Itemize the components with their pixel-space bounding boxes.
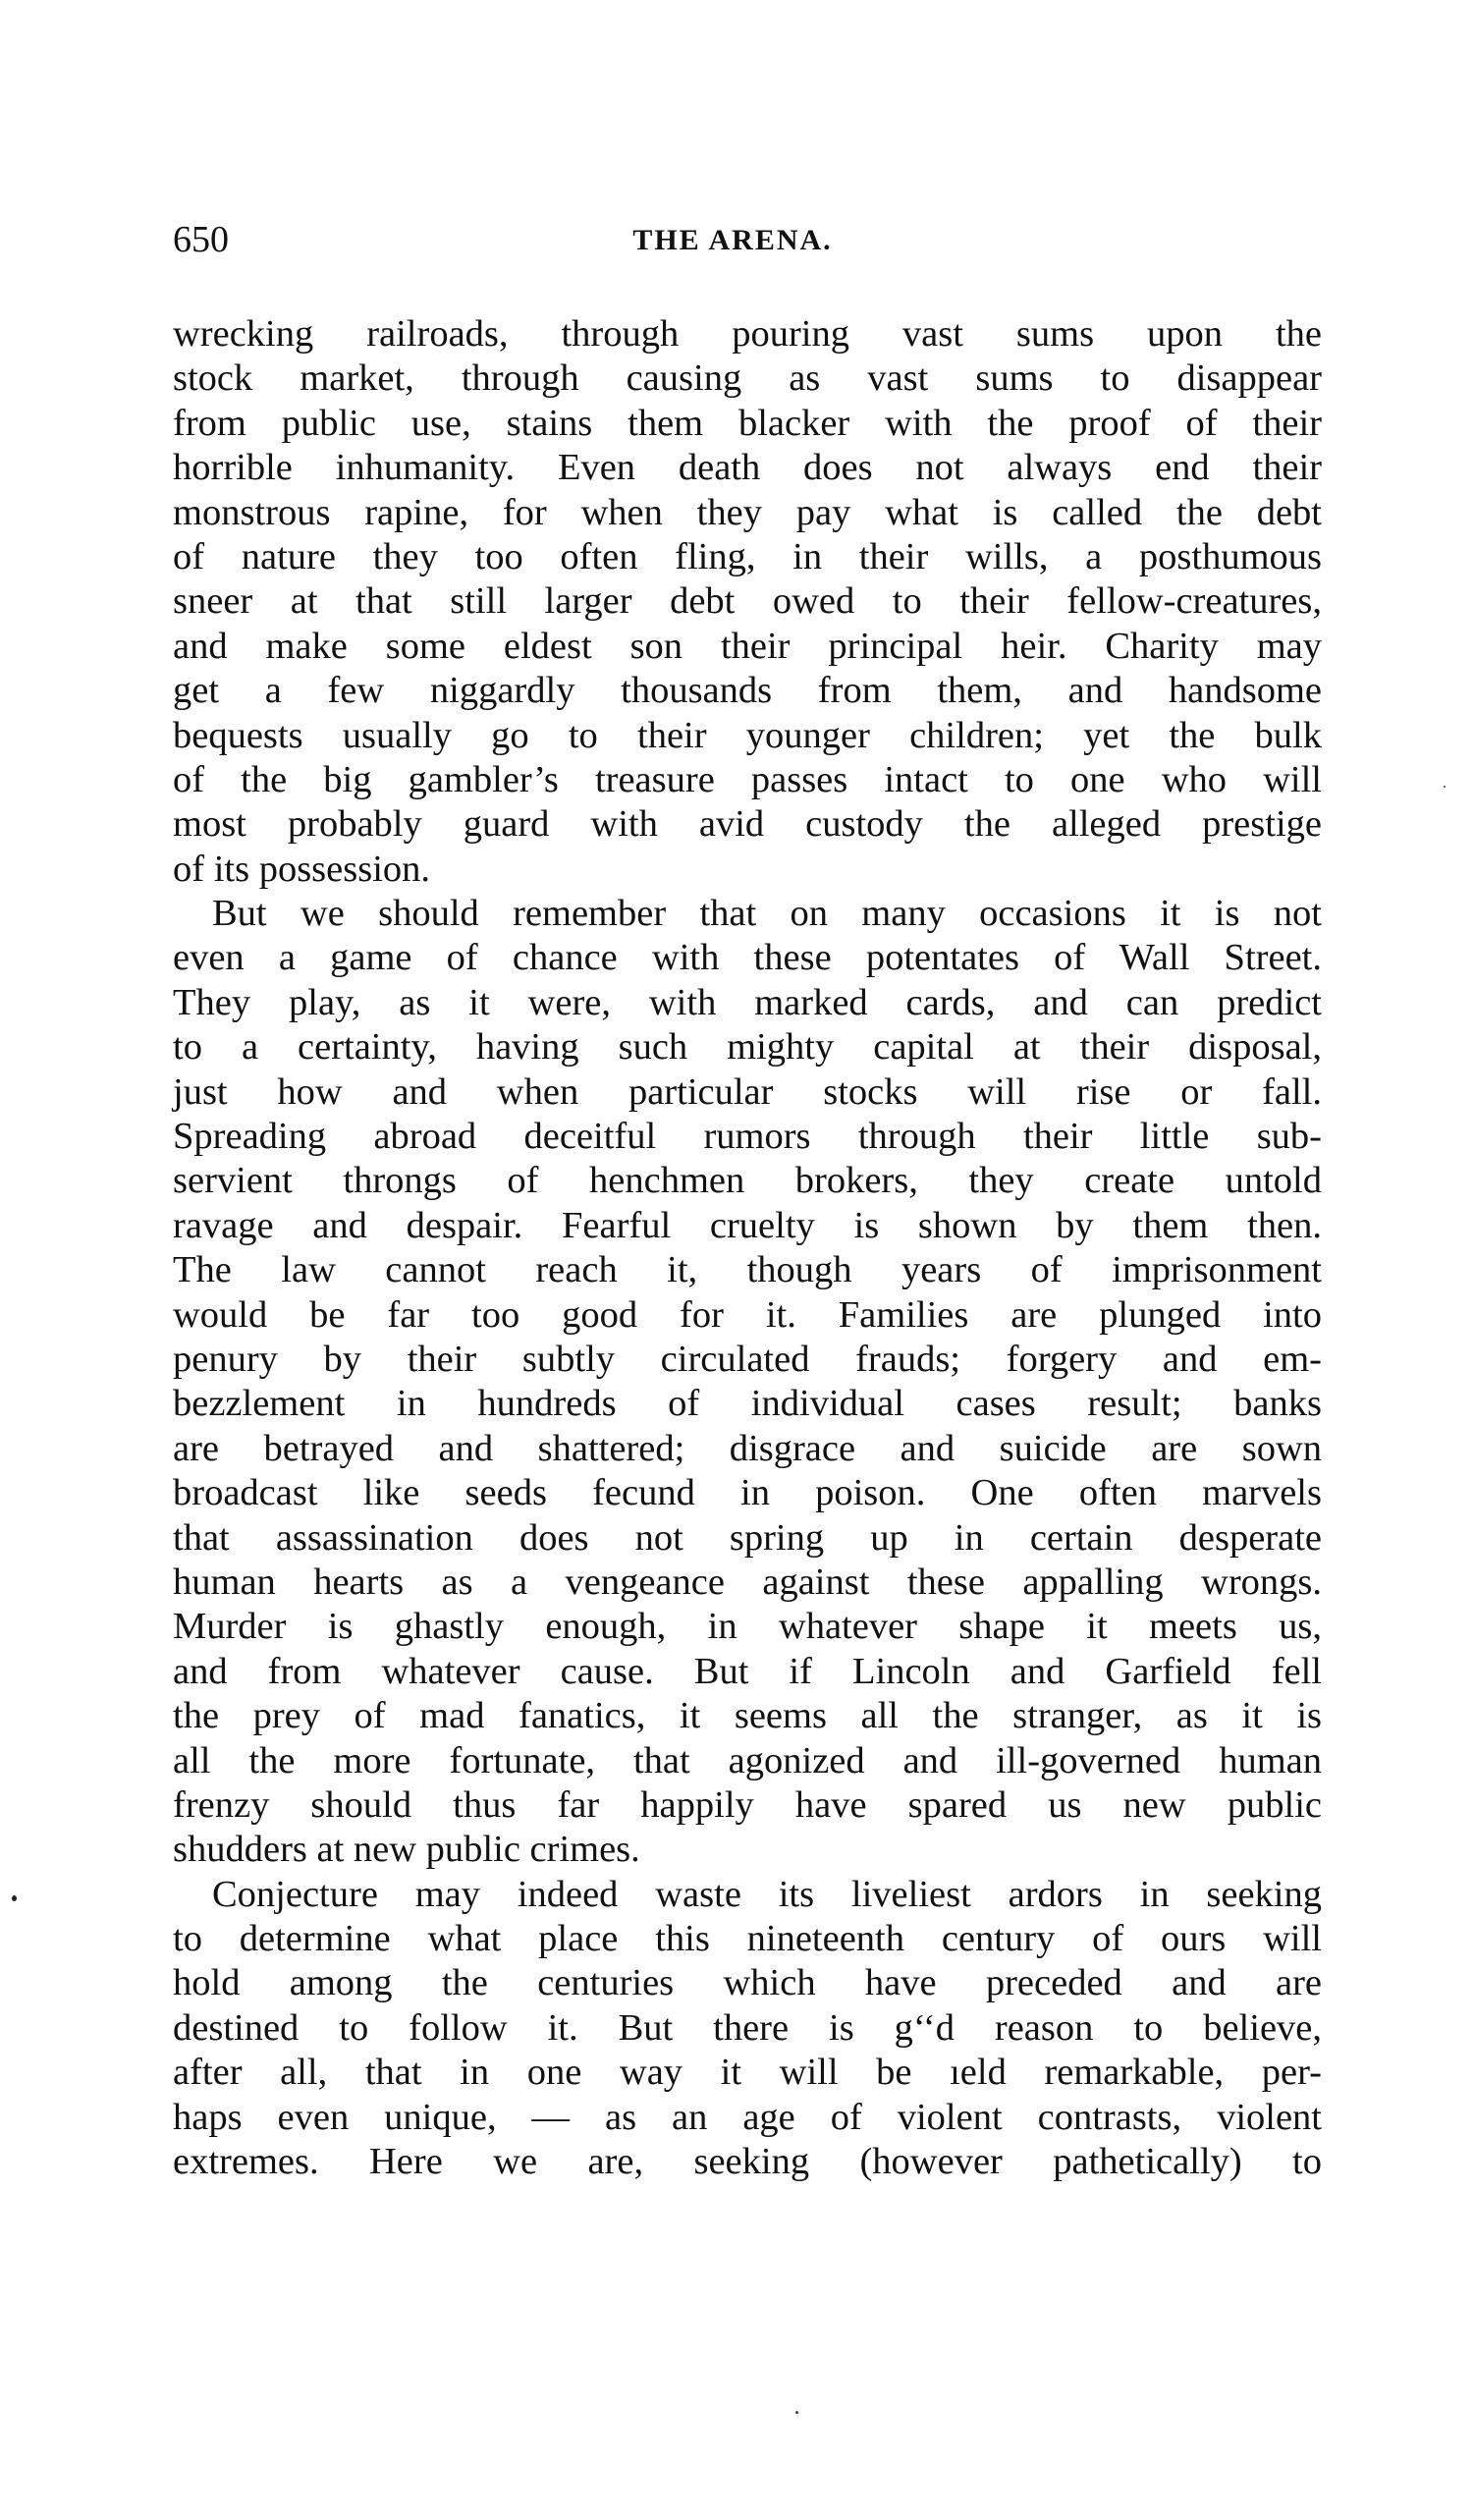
text-line: Spreading abroad deceitful rumors through their little sub-: [173, 1116, 1322, 1158]
paragraph: [173, 312, 1322, 892]
text-line: Murder is ghastly enough, in whatever shape it meets us,: [173, 1606, 1322, 1648]
text-line: from public use, stains them blacker with the proof of their: [173, 402, 1322, 444]
text-line: are betrayed and shattered; disgrace and suicide are sown: [173, 1427, 1322, 1469]
body-text: [173, 312, 1322, 2184]
text-line: to a certainty, having such mighty capital at their disposal,: [173, 1026, 1322, 1068]
text-line: wrecking railroads, through pouring vast sums upon the: [173, 313, 1322, 355]
text-line: that assassination does not spring up in certain desperate: [173, 1516, 1322, 1559]
page-number: 650: [173, 219, 229, 260]
text-line: just how and when particular stocks will rise or fall.: [173, 1070, 1322, 1113]
text-line: all the more fortunate, that agonized and ill-governed human: [173, 1739, 1322, 1781]
text-line: bequests usually go to their younger children; yet the bulk: [173, 714, 1322, 756]
text-line: even a game of chance with these potentates of Wall Street.: [173, 937, 1322, 979]
text-line: But we should remember that on many occasions it is not: [212, 893, 1322, 935]
text-line: get a few niggardly thousands from them, and handsome: [173, 670, 1322, 712]
text-line: extremes. Here we are, seeking (however pathetically) to: [173, 2141, 1322, 2183]
text-line: and from whatever cause. But if Lincoln and Garfield fell: [173, 1650, 1322, 1692]
text-line: monstrous rapine, for when they pay what is called the debt: [173, 491, 1322, 533]
text-line: bezzlement in hundreds of individual cases result; banks: [173, 1383, 1322, 1425]
text-line: human hearts as a vengeance against these appalling wrongs.: [173, 1561, 1322, 1603]
text-line: destined to follow it. But there is g‘‘d reason to believe,: [173, 2006, 1322, 2049]
running-title: THE ARENA.: [632, 224, 833, 256]
scan-speck: [1444, 786, 1446, 788]
text-line: stock market, through causing as vast sums to disappear: [173, 357, 1322, 400]
text-line: Conjecture may indeed waste its liveliest ardors in seeking: [212, 1873, 1322, 1915]
text-line: most probably guard with avid custody the alleged prestige: [173, 803, 1322, 846]
scan-speck: [12, 1895, 17, 1901]
text-line: servient throngs of henchmen brokers, they create untold: [173, 1160, 1322, 1202]
text-line: after all, that in one way it will be ıeld remarkable, per-: [173, 2052, 1322, 2094]
text-line: haps even unique, — as an age of violent contrasts, violent: [173, 2096, 1322, 2138]
text-line: of nature they too often fling, in their wills, a posthumous: [173, 535, 1322, 577]
text-line: to determine what place this nineteenth century of ours will: [173, 1918, 1322, 1960]
paragraph: [173, 892, 1322, 1873]
text-line: The law cannot reach it, though years of imprisonment: [173, 1249, 1322, 1291]
paragraph: [173, 1873, 1322, 2185]
text-line: They play, as it were, with marked cards, and can predict: [173, 981, 1322, 1023]
text-line: penury by their subtly circulated frauds; forgery and em-: [173, 1338, 1322, 1380]
text-line: frenzy should thus far happily have spared us new public: [173, 1783, 1322, 1826]
text-line: horrible inhumanity. Even death does not always end their: [173, 447, 1322, 489]
text-line: of its possession.: [173, 848, 431, 890]
text-line: shudders at new public crimes.: [173, 1829, 640, 1871]
text-line: broadcast like seeds fecund in poison. One often marvels: [173, 1472, 1322, 1514]
text-line: ravage and despair. Fearful cruelty is shown by them then.: [173, 1204, 1322, 1246]
text-line: sneer at that still larger debt owed to their fellow-creatures,: [173, 580, 1322, 623]
text-line: of the big gambler’s treasure passes intact to one who will: [173, 758, 1322, 800]
running-head: [173, 218, 1322, 267]
text-line: hold among the centuries which have preceded and are: [173, 1962, 1322, 2004]
scan-speck: [795, 2411, 798, 2414]
text-line: and make some eldest son their principal heir. Charity may: [173, 625, 1322, 667]
text-line: would be far too good for it. Families are plunged into: [173, 1293, 1322, 1336]
text-line: the prey of mad fanatics, it seems all the stranger, as it is: [173, 1695, 1322, 1737]
